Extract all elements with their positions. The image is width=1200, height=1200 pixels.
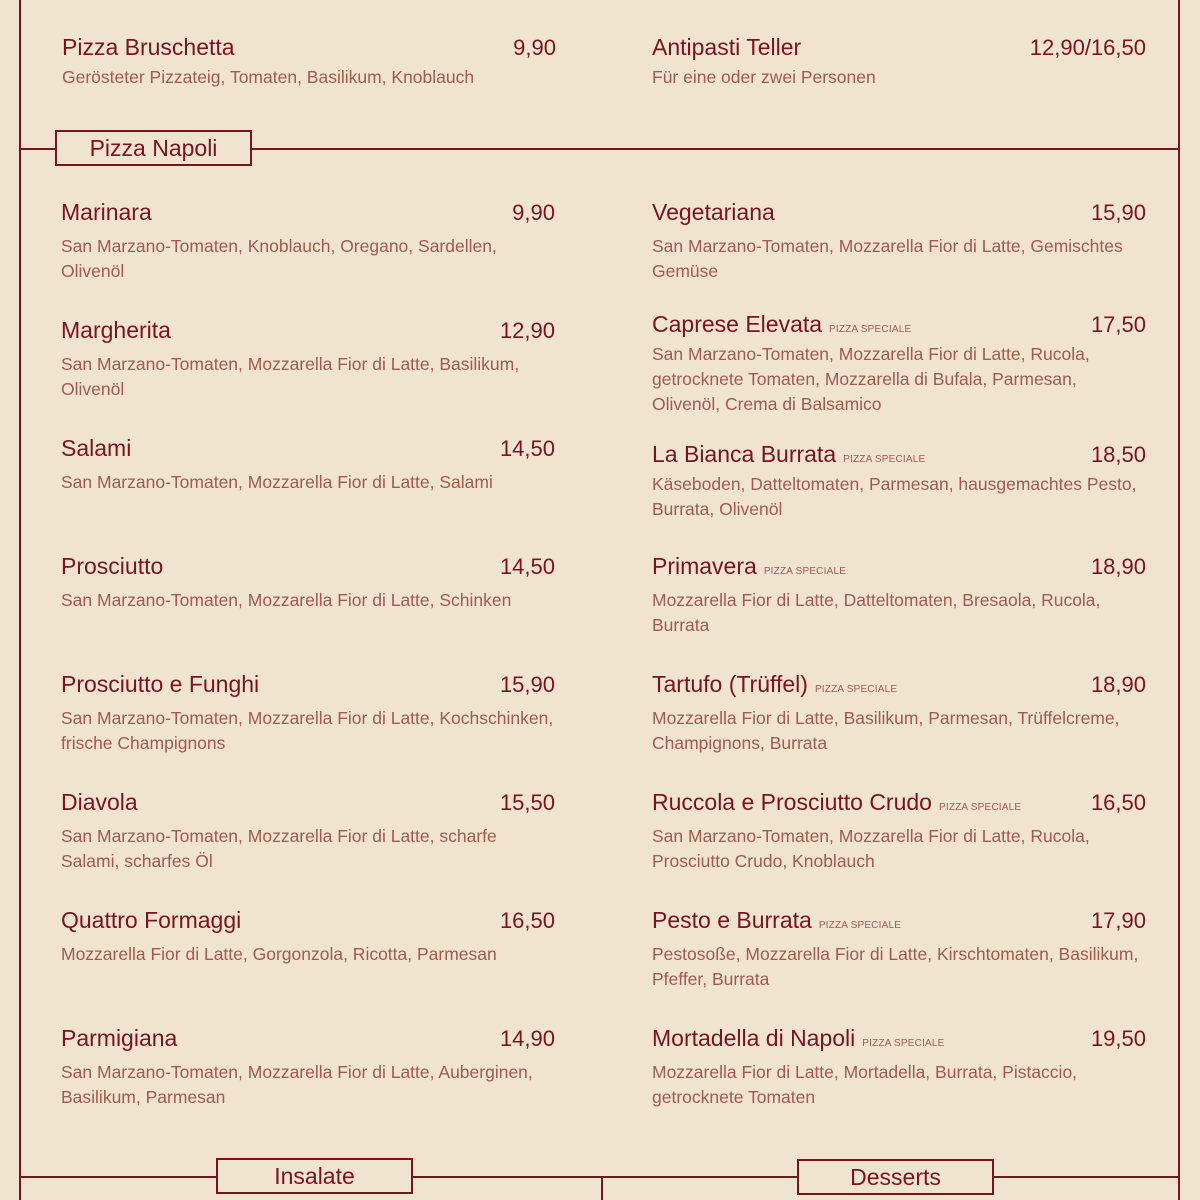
item-description: San Marzano-Tomaten, Mozzarella Fior di Latte, Basilikum, Olivenöl bbox=[61, 354, 520, 399]
item-price: 16,50 bbox=[499, 908, 555, 933]
item-name bbox=[652, 311, 911, 338]
menu-item bbox=[61, 199, 555, 284]
item-price: 12,90 bbox=[499, 318, 555, 343]
item-name-text: Primavera bbox=[652, 553, 757, 579]
menu-item bbox=[62, 34, 556, 90]
menu-item bbox=[61, 435, 555, 495]
item-price: 12,90/16,50 bbox=[1029, 35, 1146, 60]
menu-item bbox=[61, 1025, 555, 1110]
item-name: Margherita bbox=[61, 317, 171, 343]
menu-item bbox=[652, 311, 1146, 417]
item-description: San Marzano-Tomaten, Mozzarella Fior di Latte, Gemischtes Gemüse bbox=[652, 236, 1123, 281]
menu-item bbox=[652, 1025, 1146, 1110]
item-name: Parmigiana bbox=[61, 1025, 178, 1051]
pizza-speciale-badge: PIZZA SPECIALE bbox=[818, 920, 902, 931]
pizza-speciale-badge: PIZZA SPECIALE bbox=[843, 454, 926, 465]
pizza-speciale-badge: PIZZA SPECIALE bbox=[829, 324, 912, 335]
item-name: Quattro Formaggi bbox=[61, 907, 242, 933]
item-price: 18,90 bbox=[1090, 672, 1146, 697]
item-name: Pizza Bruschetta bbox=[62, 34, 235, 60]
item-price: 14,50 bbox=[499, 554, 555, 579]
menu-item bbox=[61, 317, 555, 402]
item-name-text: Caprese Elevata bbox=[652, 311, 823, 337]
pizza-speciale-badge: PIZZA SPECIALE bbox=[763, 566, 847, 577]
pizza-speciale-badge: PIZZA SPECIALE bbox=[862, 1038, 945, 1049]
pizza-speciale-badge: PIZZA SPECIALE bbox=[814, 684, 898, 695]
item-description: Käseboden, Datteltomaten, Parmesan, hausgemachtes Pesto, Burrata, Olivenöl bbox=[652, 474, 1137, 519]
menu-item bbox=[61, 553, 555, 613]
menu-item bbox=[652, 199, 1146, 284]
item-description: San Marzano-Tomaten, Mozzarella Fior di Latte, Rucola, getrocknete Tomaten, Mozzarella di Bufala, Parmesan, Olivenöl, Crema di Balsamico bbox=[652, 344, 1090, 414]
item-description: Gerösteter Pizzateig, Tomaten, Basilikum, Knoblauch bbox=[62, 67, 475, 87]
item-description: San Marzano-Tomaten, Knoblauch, Oregano, Sardellen, Olivenöl bbox=[61, 236, 497, 281]
pizza-speciale-badge: PIZZA SPECIALE bbox=[938, 802, 1022, 813]
item-description: Für eine oder zwei Personen bbox=[652, 67, 876, 87]
item-name bbox=[652, 907, 901, 934]
item-name-text: Mortadella di Napoli bbox=[652, 1025, 856, 1051]
menu-item bbox=[652, 907, 1146, 992]
section-heading-insalate: Insalate bbox=[216, 1158, 413, 1194]
menu-item bbox=[652, 789, 1146, 874]
item-name bbox=[652, 553, 846, 580]
item-name bbox=[652, 1025, 945, 1052]
frame-left-border bbox=[19, 0, 21, 1200]
item-price: 14,50 bbox=[499, 436, 555, 461]
item-name: Prosciutto bbox=[61, 553, 164, 579]
item-name: Marinara bbox=[61, 199, 152, 225]
item-price: 18,50 bbox=[1090, 442, 1146, 467]
item-name-text: Ruccola e Prosciutto Crudo bbox=[652, 789, 932, 815]
item-price: 14,90 bbox=[499, 1026, 555, 1051]
item-price: 15,50 bbox=[499, 790, 555, 815]
item-description: San Marzano-Tomaten, Mozzarella Fior di Latte, scharfe Salami, scharfes Öl bbox=[61, 826, 497, 871]
item-price: 15,90 bbox=[1090, 200, 1146, 225]
menu-item bbox=[652, 34, 1146, 90]
item-name: Diavola bbox=[61, 789, 138, 815]
item-price: 17,90 bbox=[1090, 908, 1146, 933]
section-heading-desserts: Desserts bbox=[797, 1159, 994, 1195]
item-name bbox=[652, 671, 897, 698]
menu-item bbox=[61, 789, 555, 874]
item-price: 9,90 bbox=[512, 200, 555, 225]
bottom-column-divider bbox=[601, 1177, 603, 1200]
item-name: Salami bbox=[61, 435, 132, 461]
item-description: San Marzano-Tomaten, Mozzarella Fior di Latte, Rucola, Prosciutto Crudo, Knoblauch bbox=[652, 826, 1090, 871]
item-name-text: La Bianca Burrata bbox=[652, 441, 837, 467]
item-price: 19,50 bbox=[1090, 1026, 1146, 1051]
item-price: 16,50 bbox=[1090, 790, 1146, 815]
item-price: 17,50 bbox=[1090, 312, 1146, 337]
item-name: Vegetariana bbox=[652, 199, 775, 225]
item-description: Mozzarella Fior di Latte, Basilikum, Parmesan, Trüffelcreme, Champignons, Burrata bbox=[652, 708, 1120, 753]
item-name-text: Pesto e Burrata bbox=[652, 907, 812, 933]
item-description: Mozzarella Fior di Latte, Mortadella, Burrata, Pistaccio, getrocknete Tomaten bbox=[652, 1062, 1078, 1107]
item-description: San Marzano-Tomaten, Mozzarella Fior di Latte, Auberginen, Basilikum, Parmesan bbox=[61, 1062, 533, 1107]
item-name bbox=[652, 789, 1021, 816]
item-description: San Marzano-Tomaten, Mozzarella Fior di Latte, Salami bbox=[61, 472, 493, 492]
item-description: Pestosoße, Mozzarella Fior di Latte, Kirschtomaten, Basilikum, Pfeffer, Burrata bbox=[652, 944, 1139, 989]
menu-item bbox=[61, 907, 555, 967]
menu-item bbox=[61, 671, 555, 756]
item-description: Mozzarella Fior di Latte, Datteltomaten, Bresaola, Rucola, Burrata bbox=[652, 590, 1101, 635]
item-description: Mozzarella Fior di Latte, Gorgonzola, Ricotta, Parmesan bbox=[61, 944, 497, 964]
section-divider-bottom bbox=[19, 1176, 1180, 1178]
item-name: Antipasti Teller bbox=[652, 34, 802, 60]
section-heading-pizza-napoli: Pizza Napoli bbox=[55, 130, 252, 166]
item-name-text: Tartufo (Trüffel) bbox=[652, 671, 808, 697]
item-price: 18,90 bbox=[1090, 554, 1146, 579]
menu-item bbox=[652, 441, 1146, 522]
item-description: San Marzano-Tomaten, Mozzarella Fior di Latte, Schinken bbox=[61, 590, 512, 610]
item-price: 15,90 bbox=[499, 672, 555, 697]
frame-right-border bbox=[1178, 0, 1180, 1200]
item-name: Prosciutto e Funghi bbox=[61, 671, 260, 697]
menu-item bbox=[652, 553, 1146, 638]
item-name bbox=[652, 441, 925, 468]
menu-item bbox=[652, 671, 1146, 756]
item-description: San Marzano-Tomaten, Mozzarella Fior di Latte, Kochschinken, frische Champignons bbox=[61, 708, 554, 753]
item-price: 9,90 bbox=[513, 35, 556, 60]
